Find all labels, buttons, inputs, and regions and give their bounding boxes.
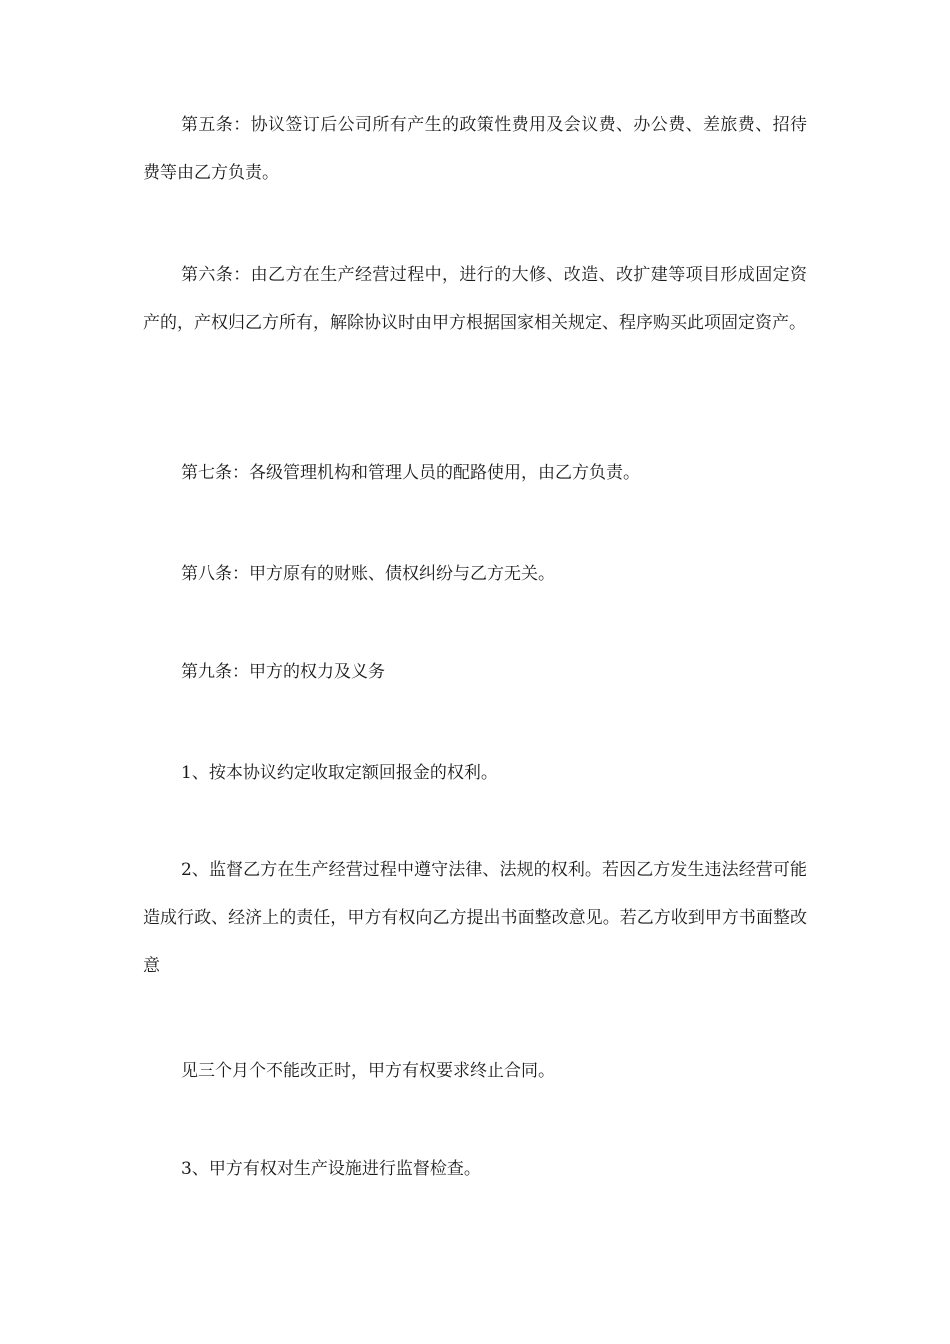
list-item-2: 2、监督乙方在生产经营过程中遵守法律、法规的权利。若因乙方发生违法经营可能造成行政、经济上的责任，甲方有权向乙方提出书面整改意见。若乙方收到甲方书面整改意 <box>143 860 807 976</box>
paragraph-article-6: 第六条：由乙方在生产经营过程中，进行的大修、改造、改扩建等项目形成固定资产的，产权归乙方所有，解除协议时由甲方根据国家相关规定、程序购买此项固定资产。 <box>143 265 807 333</box>
paragraph-article-5: 第五条：协议签订后公司所有产生的政策性费用及会议费、办公费、差旅费、招待费等由乙方负责。 <box>143 115 807 183</box>
paragraph-article-7: 第七条：各级管理机构和管理人员的配路使用，由乙方负责。 <box>181 463 640 483</box>
list-item-1: 1、按本协议约定收取定额回报金的权利。 <box>181 763 498 783</box>
list-item-3: 3、甲方有权对生产设施进行监督检查。 <box>181 1159 481 1179</box>
paragraph-article-9: 第九条：甲方的权力及义务 <box>181 662 385 682</box>
list-item-2-continued: 见三个月个不能改正时，甲方有权要求终止合同。 <box>181 1061 555 1081</box>
paragraph-article-8: 第八条：甲方原有的财账、债权纠纷与乙方无关。 <box>181 564 555 584</box>
